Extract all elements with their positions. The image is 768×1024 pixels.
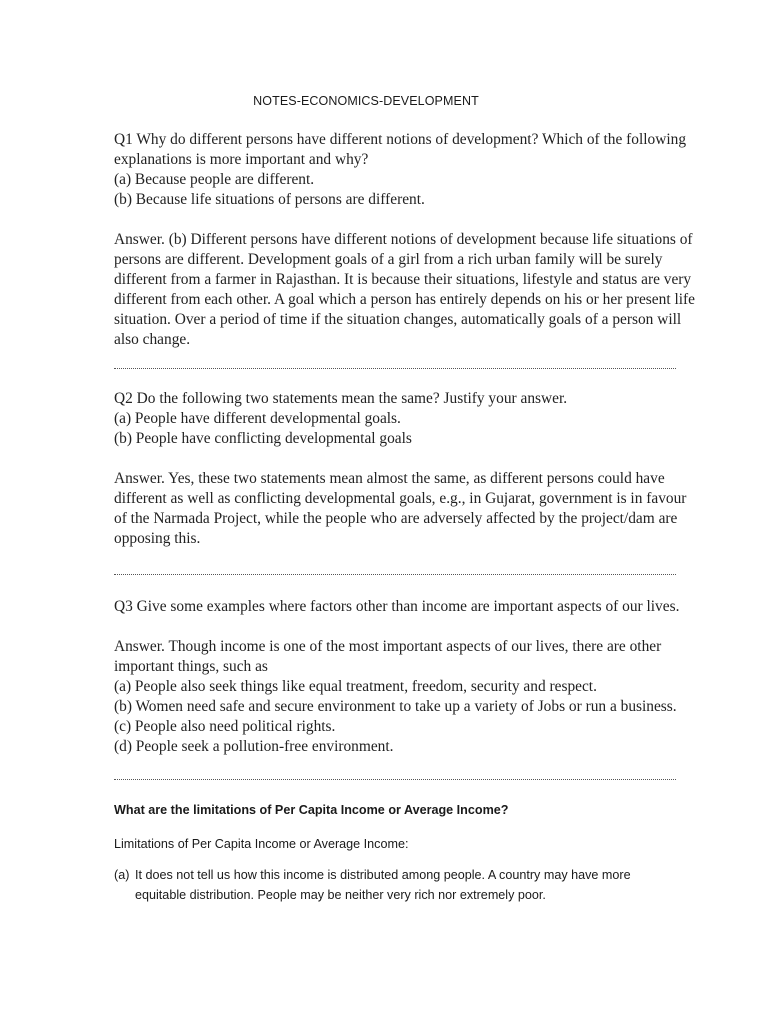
question-2-option-b: (b) People have conflicting developmental goals [114, 430, 412, 447]
page-title: NOTES-ECONOMICS-DEVELOPMENT [253, 94, 479, 108]
question-1-line: Q1 Why do different persons have different notions of development? Which of the following [114, 131, 687, 148]
question-2-option-a: (a) People have different developmental goals. [114, 410, 401, 427]
answer-2-line: Answer. Yes, these two statements mean almost the same, as different persons could have [114, 470, 665, 487]
section-intro: Limitations of Per Capita Income or Average Income: [114, 837, 409, 851]
list-item-a-line: It does not tell us how this income is distributed among people. A country may have more [135, 868, 631, 882]
question-2-line: Q2 Do the following two statements mean the same? Justify your answer. [114, 390, 568, 407]
answer-3-item-b: (b) Women need safe and secure environment to take up a variety of Jobs or run a business. [114, 698, 677, 715]
answer-2-line: opposing this. [114, 530, 201, 547]
answer-3-line: important things, such as [114, 658, 268, 675]
question-2-block [114, 389, 714, 549]
dotted-separator [114, 368, 676, 369]
dotted-separator [114, 574, 676, 575]
list-item-a [114, 865, 755, 905]
answer-1-line: situation. Over a period of time if the situation changes, automatically goals of a person will [114, 311, 682, 328]
question-1-option-a: (a) Because people are different. [114, 171, 315, 188]
answer-3-item-a: (a) People also seek things like equal treatment, freedom, security and respect. [114, 678, 597, 695]
answer-2-line: different as well as conflicting developmental goals, e.g., in Gujarat, government is in favour [114, 490, 687, 507]
dotted-separator [114, 779, 676, 780]
answer-2-line: of the Narmada Project, while the people who are adversely affected by the project/dam are [114, 510, 678, 527]
question-1-line: explanations is more important and why? [114, 151, 369, 168]
answer-3-item-c: (c) People also need political rights. [114, 718, 336, 735]
section-heading: What are the limitations of Per Capita Income or Average Income? [114, 803, 509, 817]
answer-3-line: Answer. Though income is one of the most important aspects of our lives, there are other [114, 638, 662, 655]
answer-1-line: Answer. (b) Different persons have different notions of development because life situations of [114, 231, 693, 248]
answer-1-line: persons are different. Development goals of a girl from a rich urban family will be surely [114, 251, 663, 268]
list-item-a-line: equitable distribution. People may be neither very rich nor extremely poor. [135, 888, 546, 902]
answer-1-line: different from a farmer in Rajasthan. It is because their situations, lifestyle and status are very [114, 271, 692, 288]
list-marker: (a) [114, 868, 130, 882]
question-1-block [114, 130, 714, 350]
question-3-block [114, 597, 714, 757]
question-3-line: Q3 Give some examples where factors other than income are important aspects of our lives. [114, 598, 680, 615]
answer-1-line: different from each other. A goal which a person has entirely depends on his or her present life [114, 291, 695, 308]
answer-3-item-d: (d) People seek a pollution-free environment. [114, 738, 394, 755]
answer-1-line: also change. [114, 331, 191, 348]
question-1-option-b: (b) Because life situations of persons are different. [114, 191, 425, 208]
